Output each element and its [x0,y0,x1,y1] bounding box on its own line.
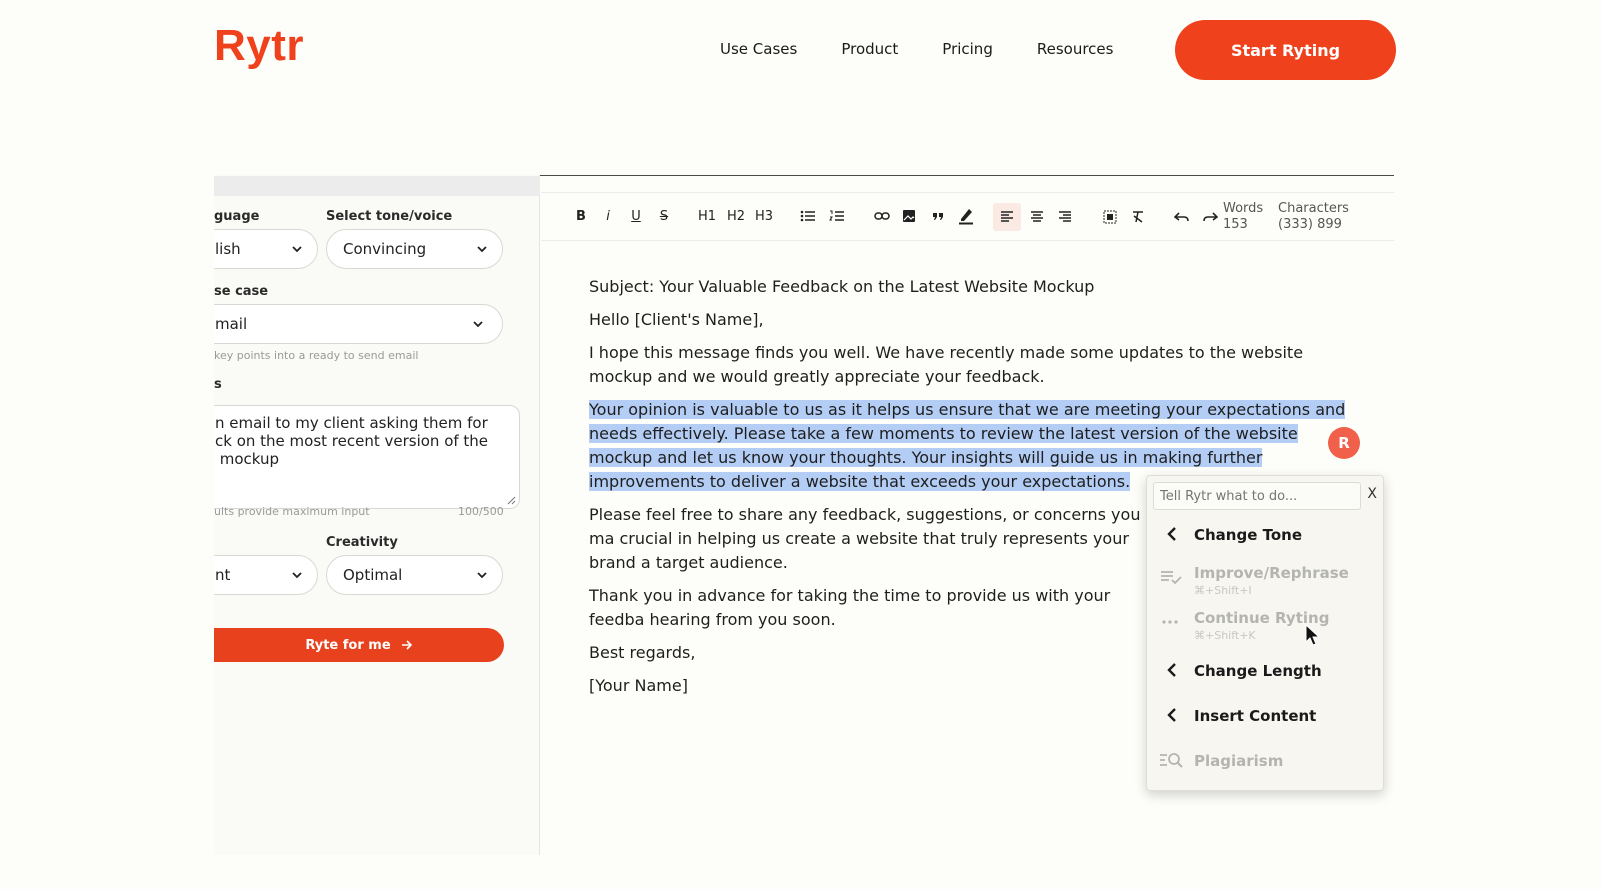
align-center-icon[interactable] [1030,210,1044,230]
email-paragraph-2-selected: Your opinion is valuable to us as it helps us ensure that we are meeting your expectations and needs effectively. Please take a few moments to review the latest version of the website mockup and let us know your thoughts. Your insights will guide us in making further improvements to deliver a website that exceeds your expectations. [589,400,1346,491]
nav-resources[interactable]: Resources [1036,40,1114,58]
highlighter-icon[interactable] [958,207,974,227]
clear-format-icon[interactable] [1131,210,1145,230]
menu-item-continue-ryting[interactable] [1147,603,1385,643]
close-menu-button[interactable]: X [1367,486,1377,502]
top-nav [720,40,1157,58]
resize-handle-icon[interactable] [506,495,516,505]
menu-item-label: Insert Content [1194,707,1317,725]
rytr-logo[interactable]: Rytr [214,21,305,70]
email-paragraph-3: Please feel free to share any feedback, suggestions, or concerns you ma crucial in helping us create a website that truly represents your brand a target audience. [589,505,1141,572]
menu-item-label: Continue Ryting [1194,609,1330,627]
creativity-select[interactable] [326,555,503,595]
panel-header [214,176,540,196]
email-signature: [Your Name] [589,676,688,695]
character-count [1278,201,1349,233]
chevron-down-icon [476,243,488,255]
menu-item-label: Change Tone [1194,526,1303,544]
menu-item-insert-content[interactable] [1147,697,1385,737]
words-value: 153 [1223,217,1248,232]
email-subject: Subject: Your Valuable Feedback on the Latest Website Mockup [589,277,1095,296]
redo-icon[interactable] [1202,210,1218,230]
chevron-down-icon [472,318,484,330]
rytr-command-menu [1146,475,1384,791]
editor-toolbar [541,193,1394,241]
align-left-icon[interactable] [993,203,1021,231]
plagiarism-search-icon [1159,750,1183,770]
align-right-icon[interactable] [1058,210,1072,230]
bullet-list-icon[interactable] [800,209,816,229]
variants-select[interactable] [214,555,318,595]
input-hint: ults provide maximum input [214,505,370,518]
creativity-label: Creativity [326,535,398,550]
chevron-left-icon [1159,524,1183,544]
chevron-left-icon [1159,660,1183,680]
input-text: n email to my client asking them for ck on the most recent version of the mockup [215,414,489,468]
arrow-right-icon [401,639,413,651]
start-ryting-button[interactable]: Start Ryting [1175,20,1396,80]
menu-item-shortcut: ⌘+Shift+K [1194,629,1256,642]
tone-value: Convincing [343,240,427,258]
usecase-select[interactable] [214,304,503,344]
nav-product[interactable]: Product [841,40,899,58]
select-all-icon[interactable] [1103,210,1117,230]
menu-item-change-tone[interactable] [1147,516,1385,556]
ryte-for-me-button[interactable] [214,628,504,662]
email-paragraph-4: Thank you in advance for taking the time to provide us with your feedba hearing from you soon. [589,586,1111,629]
chevron-down-icon [476,569,488,581]
email-greeting: Hello [Client's Name], [589,310,764,329]
quote-icon[interactable] [931,209,945,229]
undo-icon[interactable] [1174,210,1190,230]
ellipsis-icon [1159,611,1183,631]
menu-item-label: Change Length [1194,662,1322,680]
input-char-count: 100/500 [458,505,504,518]
strikethrough-button[interactable]: S [659,209,669,224]
usecase-value: mail [215,315,248,333]
menu-item-label: Improve/Rephrase [1194,564,1349,582]
document-title-bar [541,175,1394,193]
tone-label: Select tone/voice [326,209,453,224]
chevron-down-icon [291,243,303,255]
menu-item-improve-rephrase[interactable] [1147,558,1385,598]
creativity-value: Optimal [343,566,403,584]
h3-button[interactable]: H3 [754,209,774,224]
link-icon[interactable] [874,209,890,229]
language-select[interactable] [214,229,318,269]
rytr-badge-button[interactable]: R [1328,427,1360,459]
usecase-label: se case [214,284,269,299]
language-label: guage [214,209,260,224]
h1-button[interactable]: H1 [697,209,717,224]
menu-item-shortcut: ⌘+Shift+I [1194,584,1252,597]
email-paragraph-1: I hope this message finds you well. We have recently made some updates to the website mockup and we would greatly appreciate your feedback. [589,343,1304,386]
menu-item-label: Plagiarism [1194,752,1284,770]
chevron-left-icon [1159,705,1183,725]
settings-panel [214,175,540,855]
variants-value: nt [215,566,231,584]
characters-value: (333) 899 [1278,217,1342,232]
image-icon[interactable] [902,209,916,229]
underline-button[interactable]: U [631,209,641,224]
chevron-down-icon [291,569,303,581]
nav-use-cases[interactable]: Use Cases [720,40,798,58]
input-label: s [214,377,222,392]
improve-icon [1159,566,1183,586]
characters-label: Characters [1278,201,1349,216]
menu-item-change-length[interactable] [1147,652,1385,692]
menu-item-plagiarism[interactable] [1147,742,1385,782]
rytr-command-input[interactable] [1153,482,1361,510]
tone-select[interactable] [326,229,503,269]
ryte-button-label: Ryte for me [305,637,391,653]
word-count [1223,201,1263,233]
mouse-cursor-icon [1305,624,1321,648]
italic-button[interactable]: i [606,209,610,224]
bold-button[interactable]: B [576,209,586,224]
language-value: lish [215,240,241,258]
numbered-list-icon[interactable] [829,209,845,229]
words-label: Words [1223,201,1264,216]
email-closing: Best regards, [589,643,696,662]
nav-pricing[interactable]: Pricing [942,40,993,58]
h2-button[interactable]: H2 [726,209,746,224]
input-textarea[interactable] [214,405,520,509]
usecase-hint: key points into a ready to send email [214,349,419,362]
